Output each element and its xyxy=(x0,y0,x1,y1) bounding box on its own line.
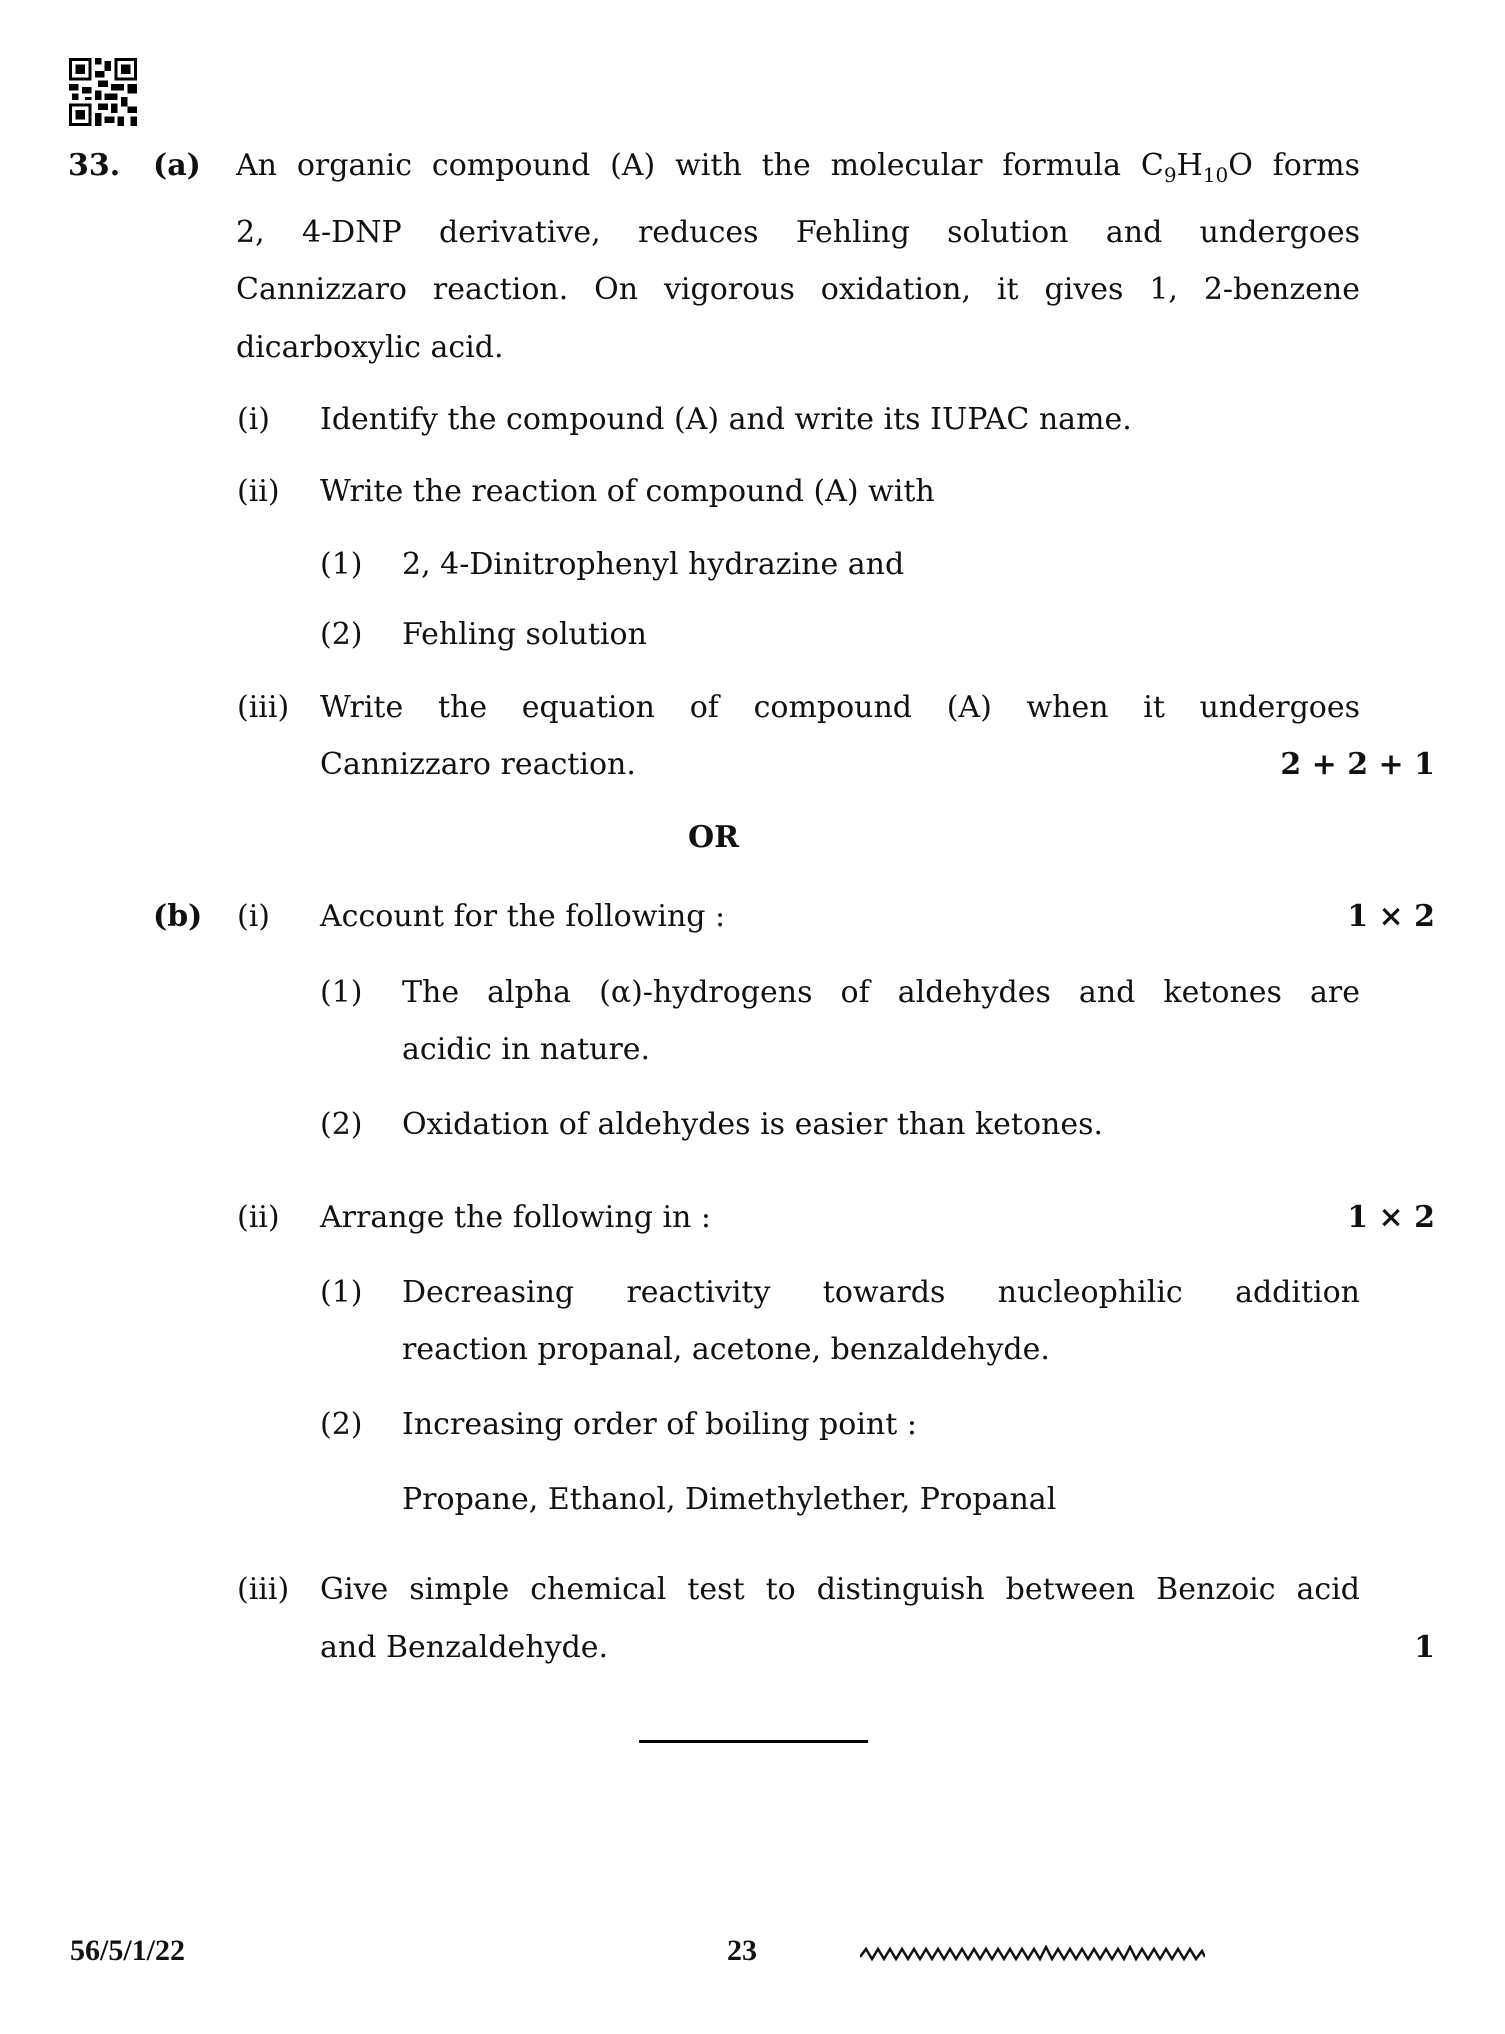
part-b-item-ii-sub1-line1: Decreasing reactivity towards nucleophilic addition xyxy=(402,1275,1360,1310)
part-b-item-ii-label: (ii) xyxy=(237,1200,280,1235)
part-a-item-i-text: Identify the compound (A) and write its IUPAC name. xyxy=(320,402,1132,437)
part-a-intro-line1: An organic compound (A) with the molecular formula $C_9H_{10}O$ forms xyxy=(236,148,1361,187)
qr-code-icon xyxy=(68,58,138,126)
or-separator: OR xyxy=(688,820,740,855)
part-b-item-ii-marks: 1 × 2 xyxy=(1347,1200,1435,1235)
part-a-marks: 2 + 2 + 1 xyxy=(1280,747,1435,782)
part-b-item-iii-line1: Give simple chemical test to distinguish between Benzoic acid xyxy=(320,1572,1360,1607)
part-b-item-iii-label: (iii) xyxy=(237,1572,290,1607)
part-b-item-ii-sub2-line2: Propane, Ethanol, Dimethylether, Propanal xyxy=(402,1482,1057,1517)
part-b-item-i-sub2-text: Oxidation of aldehydes is easier than ketones. xyxy=(402,1107,1104,1142)
part-b-item-i-marks: 1 × 2 xyxy=(1347,899,1435,934)
part-b-item-ii-sub1-label: (1) xyxy=(320,1275,363,1310)
wavy-line-icon xyxy=(860,1945,1205,1963)
part-b-item-i-sub2-label: (2) xyxy=(320,1107,363,1142)
part-a-item-iii-text-line2: Cannizzaro reaction. xyxy=(320,747,636,782)
part-a-item-ii-label: (ii) xyxy=(237,474,280,509)
question-number: 33. xyxy=(68,148,121,183)
part-b-item-ii-sub2-line1: Increasing order of boiling point : xyxy=(402,1407,917,1442)
part-a-item-iii-text-line1: Write the equation of compound (A) when it undergoes xyxy=(320,690,1360,725)
part-a-intro-line4: dicarboxylic acid. xyxy=(236,330,504,365)
part-a-item-iii-label: (iii) xyxy=(237,690,290,725)
part-b-item-ii-sub1-line2: reaction propanal, acetone, benzaldehyde. xyxy=(402,1332,1050,1367)
part-b-item-i-sub1-label: (1) xyxy=(320,975,363,1010)
part-b-item-i-text: Account for the following : xyxy=(320,899,726,934)
part-b-item-ii-sub2-label: (2) xyxy=(320,1407,363,1442)
part-b-item-iii-line2: and Benzaldehyde. xyxy=(320,1630,609,1665)
footer-paper-code: 56/5/1/22 xyxy=(70,1934,186,1967)
part-a-intro-line3: Cannizzaro reaction. On vigorous oxidation, it gives 1, 2-benzene xyxy=(236,272,1360,307)
part-a-item-ii-sub2-text: Fehling solution xyxy=(402,617,647,652)
part-a-item-ii-sub2-label: (2) xyxy=(320,617,363,652)
part-b-item-iii-marks: 1 xyxy=(1414,1630,1435,1665)
part-a-item-ii-sub1-label: (1) xyxy=(320,547,363,582)
part-a-item-i-label: (i) xyxy=(237,402,271,437)
part-a-label: (a) xyxy=(153,148,201,183)
part-a-item-ii-sub1-text: 2, 4-Dinitrophenyl hydrazine and xyxy=(402,547,905,582)
part-b-item-i-sub1-line1: The alpha (α)-hydrogens of aldehydes and ketones are xyxy=(402,975,1360,1010)
part-b-item-ii-text: Arrange the following in : xyxy=(320,1200,712,1235)
part-a-intro-line2: 2, 4-DNP derivative, reduces Fehling solution and undergoes xyxy=(236,215,1360,250)
part-b-label: (b) xyxy=(153,899,203,934)
part-a-item-ii-text: Write the reaction of compound (A) with xyxy=(320,474,935,509)
footer-page-number: 23 xyxy=(727,1934,757,1967)
part-b-item-i-label: (i) xyxy=(237,899,271,934)
part-b-item-i-sub1-line2: acidic in nature. xyxy=(402,1032,651,1067)
end-of-question-divider xyxy=(639,1740,868,1743)
